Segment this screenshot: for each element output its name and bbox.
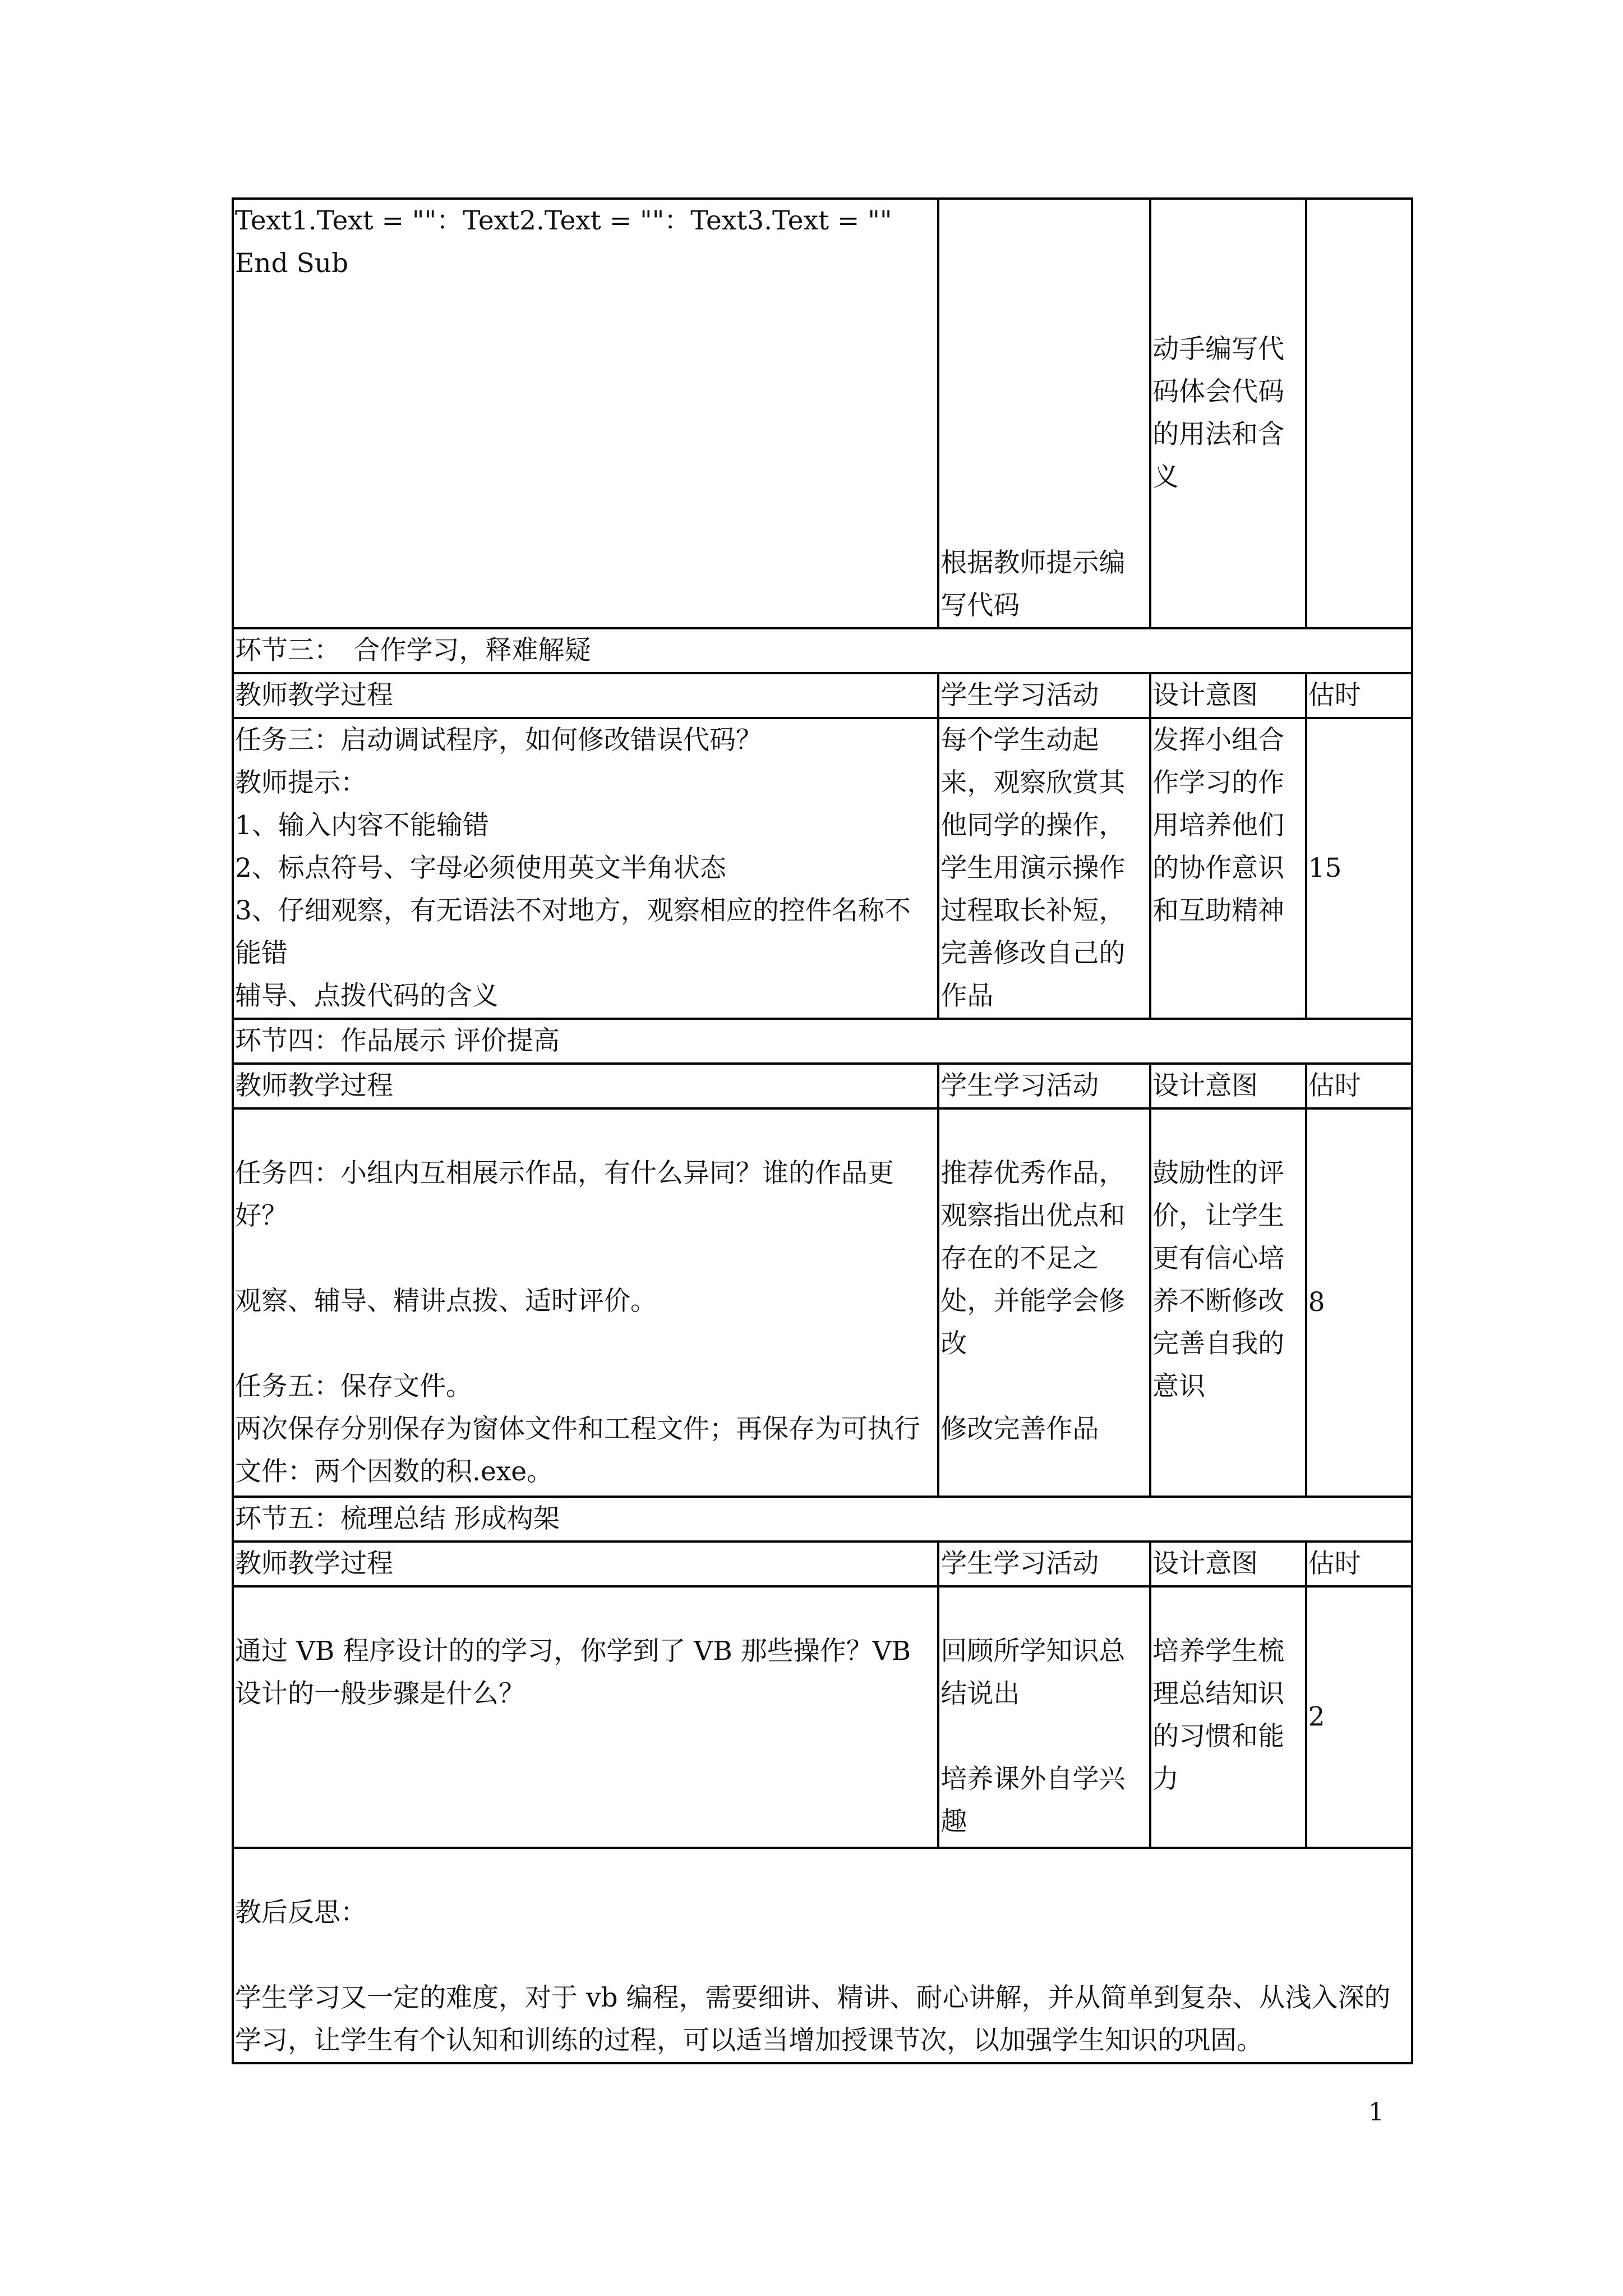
section-5-title-row (233, 1497, 1412, 1542)
header-intent: 设计意图 (1150, 1064, 1306, 1108)
page-number: 1 (1368, 2098, 1384, 2127)
coaching-note: 辅导、点拨代码的含义 (235, 981, 499, 1011)
spacer (235, 1237, 936, 1280)
header-time: 估时 (1306, 673, 1412, 718)
section-4-student-text-2: 修改完善作品 (940, 1414, 1099, 1444)
header-teacher: 教师教学过程 (233, 1064, 938, 1108)
section-5-intent-cell: 培养学生梳理总结知识的习惯和能力 (1150, 1586, 1306, 1848)
section-4-content-row (233, 1108, 1412, 1497)
section-5-student-text-2: 培养课外自学兴趣 (940, 1764, 1126, 1837)
reflection-text: 学生学习又一定的难度，对于 vb 编程，需要细讲、精讲、耐心讲解，并从简单到复杂、从浅入深的学习，让学生有个认知和训练的过程，可以适当增加授课节次，以加强学生知识的巩固。 (235, 1982, 1391, 2056)
header-time: 估时 (1306, 1064, 1412, 1108)
section-4-header-row (233, 1064, 1412, 1108)
spacer (940, 1365, 1148, 1408)
task-4: 任务四：小组内互相展示作品，有什么异同？谁的作品更好？ (235, 1158, 894, 1231)
teacher-hint-label: 教师提示： (235, 767, 367, 798)
code-row (233, 199, 1412, 628)
section-5-teacher-cell: 通过 VB 程序设计的的学习，你学到了 VB 那些操作？VB 设计的一般步骤是什么？ (233, 1586, 938, 1848)
header-student: 学生学习活动 (938, 1064, 1150, 1108)
code-line-1: Text1.Text = ""：Text2.Text = ""：Text3.Text = "" (235, 205, 892, 236)
section-3-content-row (233, 718, 1412, 1019)
header-teacher: 教师教学过程 (233, 1542, 938, 1586)
code-cell (233, 199, 938, 628)
section-5-content-row (233, 1586, 1412, 1848)
reflection-title: 教后反思： (235, 1897, 367, 1928)
header-intent: 设计意图 (1150, 1542, 1306, 1586)
section-5-time-cell: 2 (1306, 1586, 1412, 1848)
task-5: 任务五：保存文件。 (235, 1371, 472, 1402)
section-5-student-cell (938, 1586, 1150, 1848)
code-student-cell: 根据教师提示编写代码 (938, 199, 1150, 628)
header-intent: 设计意图 (1150, 673, 1306, 718)
task-3-line: 任务三：启动调试程序，如何修改错误代码？ (235, 725, 762, 756)
spacer (235, 1934, 1410, 1977)
section-5-header-row (233, 1542, 1412, 1586)
task-5-detail: 两次保存分别保存为窗体文件和工程文件；再保存为可执行文件：两个因数的积.exe。 (235, 1414, 920, 1487)
section-5-student-text-1: 回顾所学知识总结说出 (940, 1636, 1126, 1709)
observe-note: 观察、辅导、精讲点拨、适时评价。 (235, 1286, 657, 1317)
lesson-plan-table (232, 197, 1413, 2064)
section-4-teacher-cell (233, 1108, 938, 1497)
section-5-title: 环节五：梳理总结 形成构架 (233, 1497, 1412, 1542)
header-time: 估时 (1306, 1542, 1412, 1586)
section-3-intent-cell: 发挥小组合作学习的作用培养他们的协作意识和互助精神 (1150, 718, 1306, 1019)
hint-3: 3、仔细观察，有无语法不对地方，观察相应的控件名称不能错 (235, 895, 911, 969)
section-4-title: 环节四：作品展示 评价提高 (233, 1019, 1412, 1064)
code-line-2: End Sub (235, 248, 349, 279)
section-3-teacher-cell (233, 718, 938, 1019)
section-3-title-row (233, 628, 1412, 673)
section-3-student-cell: 每个学生动起来，观察欣赏其他同学的操作，学生用演示操作过程取长补短，完善修改自己的作品 (938, 718, 1150, 1019)
reflection-cell (233, 1848, 1412, 2063)
section-4-title-row (233, 1019, 1412, 1064)
spacer (940, 1715, 1148, 1758)
spacer (235, 1323, 936, 1365)
header-teacher: 教师教学过程 (233, 673, 938, 718)
reflection-row (233, 1848, 1412, 2063)
section-3-time-cell: 15 (1306, 718, 1412, 1019)
code-intent-cell: 动手编写代码体会代码的用法和含义 (1150, 199, 1306, 628)
section-4-intent-cell: 鼓励性的评价，让学生更有信心培养不断修改完善自我的意识 (1150, 1108, 1306, 1497)
section-3-header-row (233, 673, 1412, 718)
header-student: 学生学习活动 (938, 673, 1150, 718)
header-student: 学生学习活动 (938, 1542, 1150, 1586)
hint-1: 1、输入内容不能输错 (235, 810, 489, 841)
section-3-title: 环节三： 合作学习，释难解疑 (233, 628, 1412, 673)
section-4-student-cell (938, 1108, 1150, 1497)
section-4-time-cell: 8 (1306, 1108, 1412, 1497)
hint-2: 2、标点符号、字母必须使用英文半角状态 (235, 853, 726, 884)
code-time-cell (1306, 199, 1412, 628)
section-4-student-text-1: 推荐优秀作品，观察指出优点和存在的不足之处，并能学会修改 (940, 1158, 1126, 1359)
